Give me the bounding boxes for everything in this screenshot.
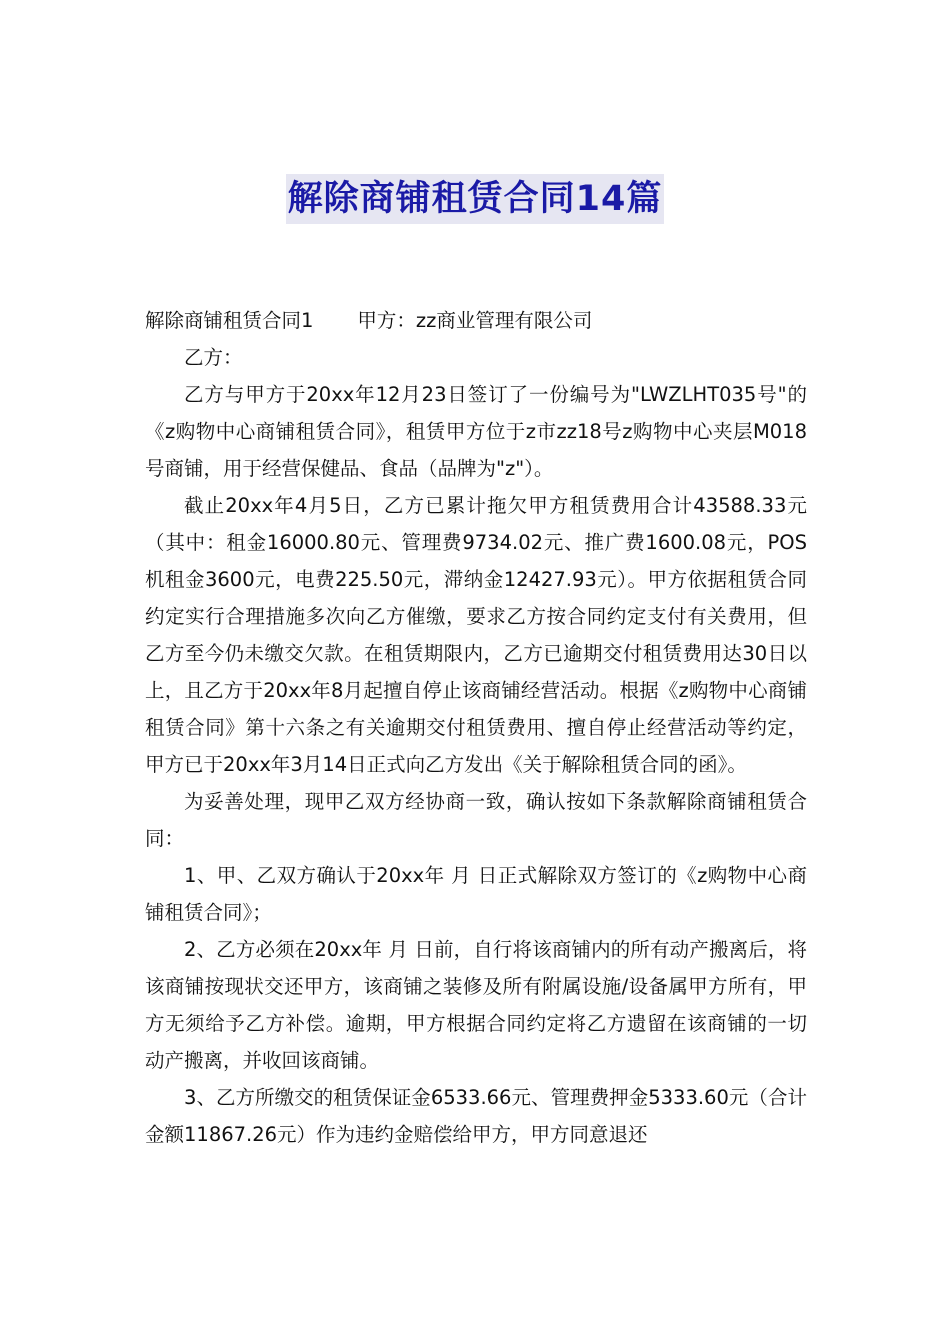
first-line <box>145 302 807 339</box>
paragraph-agreement-intro: 为妥善处理，现甲乙双方经协商一致，确认按如下条款解除商铺租赁合同： <box>145 790 807 850</box>
section-heading: 解除商铺租赁合同1 <box>145 309 314 332</box>
clause-2: 2、乙方必须在20xx年 月 日前，自行将该商铺内的所有动产搬离后，将该商铺按现状交还甲方，该商铺之装修及所有附属设施/设备属甲方所有，甲方无须给予乙方补偿。逾期，甲方根据合同约定将乙方遗留在该商铺的一切动产搬离，并收回该商铺。 <box>145 938 807 1072</box>
clause-3: 3、乙方所缴交的租赁保证金6533.66元、管理费押金5333.60元（合计金额11867.26元）作为违约金赔偿给甲方，甲方同意退还 <box>145 1086 807 1146</box>
document-title-text: 解除商铺租赁合同14篇 <box>286 174 665 224</box>
paragraph-contract-background: 乙方与甲方于20xx年12月23日签订了一份编号为"LWZLHT035号"的《z购物中心商铺租赁合同》，租赁甲方位于z市zz18号z购物中心夹层M018号商铺，用于经营保健品、食品（品牌为"z"）。 <box>145 383 807 480</box>
clause-1: 1、甲、乙双方确认于20xx年 月 日正式解除双方签订的《z购物中心商铺租赁合同》； <box>145 864 807 924</box>
document-body <box>145 302 807 1153</box>
document-title <box>0 174 950 224</box>
party-a-line: 甲方：zz商业管理有限公司 <box>357 309 593 332</box>
party-b-line: 乙方： <box>184 346 243 369</box>
paragraph-arrears: 截止20xx年4月5日，乙方已累计拖欠甲方租赁费用合计43588.33元（其中：租金16000.80元、管理费9734.02元、推广费1600.08元，POS机租金3600元，电费225.50元，滞纳金12427.93元）。甲方依据租赁合同约定实行合理措施多次向乙方催缴，要求乙方按合同约定支付有关费用，但乙方至今仍未缴交欠款。在租赁期限内，乙方已逾期交付租赁费用达30日以上，且乙方于20xx年8月起擅自停止该商铺经营活动。根据《z购物中心商铺租赁合同》第十六条之有关逾期交付租赁费用、擅自停止经营活动等约定，甲方已于20xx年3月14日正式向乙方发出《关于解除租赁合同的函》。 <box>145 494 807 776</box>
